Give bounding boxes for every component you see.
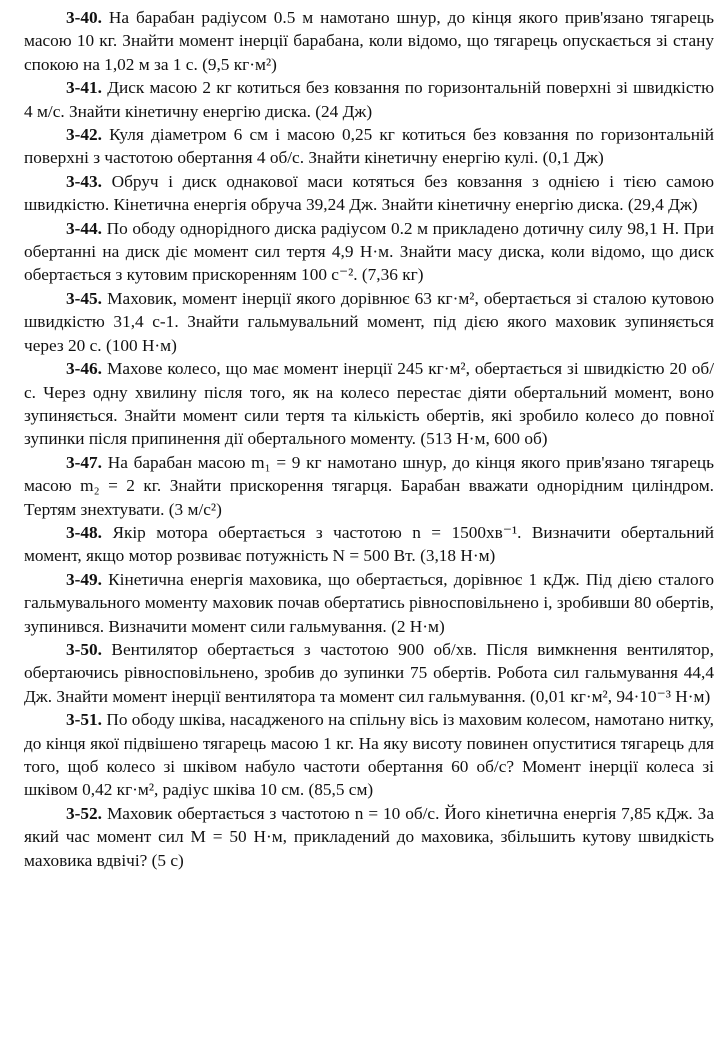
problem-text: Обруч і диск однакової маси котяться без ковзання з однією і тією самою швидкістю. Кінетична енергія обруча 39,24 Дж. Знайти кінетичну енергію диска. (29,4 Дж) [24, 171, 714, 215]
problem-number: 3-51. [66, 710, 102, 730]
problem-text: Маховик обертається з частотою n = 10 об/с. Його кінетична енергія 7,85 кДж. За який час момент сил M = 50 Н·м, прикладений до маховика, збільшить кутову швидкість маховика вдвічі? (5 с) [24, 803, 714, 870]
problem-3-45 [24, 287, 714, 357]
problem-text: Кінетична енергія маховика, що обертається, дорівнює 1 кДж. Під дією сталого гальмувального моменту маховик почав обертатись рівносповільнено і, зробивши 80 обертів, зупинився. Визначити момент сили гальмування. (2 Н·м) [24, 569, 714, 636]
problem-3-48 [24, 521, 714, 568]
problem-text: По ободу шківа, насадженого на спільну вісь із маховим колесом, намотано нитку, до кінця якої підвішено тягарець масою 1 кг. На яку висоту повинен опуститися тягарець для того, щоб колесо зі шківом набуло частоти обертання 60 об/с? Момент інерції колеса зі шківом 0,42 кг·м², радіус шківа 10 см. (85,5 см) [24, 710, 714, 800]
problem-3-52 [24, 802, 714, 872]
problem-text: Диск масою 2 кг котиться без ковзання по горизонтальній поверхні зі швидкістю 4 м/с. Знайти кінетичну енергію диска. (24 Дж) [24, 78, 714, 121]
problem-3-51 [24, 708, 714, 802]
problem-3-40 [24, 6, 714, 76]
problem-text: Вентилятор обертається з частотою 900 об/хв. Після вимкнення вентилятор, обертаючись рівносповільнено, зробив до зупинки 75 обертів. Робота сил гальмування 44,4 Дж. Знайти момент інерції вентилятора та момент сил гальмування. (0,01 кг·м², 94·10⁻³ Н·м) [24, 639, 714, 706]
problem-number: 3-41. [66, 78, 102, 98]
problem-3-43 [24, 170, 714, 217]
problem-text: Махове колесо, що має момент інерції 245 кг·м², обертається зі швидкістю 20 об/с. Через одну хвилину після того, як на колесо перестає діяти обертальний момент, воно зупиняється. Знайти момент сили тертя та кількість обертів, які зробило колесо до повної зупинки після припинення дії обертального моменту. (513 Н·м, 600 об) [24, 359, 714, 449]
problem-3-41 [24, 76, 714, 123]
problem-number: 3-44. [66, 218, 102, 238]
problem-number: 3-52. [66, 803, 102, 823]
problem-text: Маховик, момент інерції якого дорівнює 63 кг·м², обертається зі сталою кутовою швидкістю 31,4 с-1. Знайти гальмувальний момент, під дією якого маховик зупиняється через 20 с. (100 Н·м) [24, 288, 715, 355]
problem-number: 3-42. [66, 125, 102, 145]
problem-number: 3-45. [66, 288, 102, 308]
problem-number: 3-49. [66, 569, 102, 589]
problem-text: Куля діаметром 6 см і масою 0,25 кг котиться без ковзання по горизонтальній поверхні з частотою обертання 4 об/с. Знайти кінетичну енергію кулі. (0,1 Дж) [24, 125, 714, 168]
problem-text: По ободу однорідного диска радіусом 0.2 м прикладено дотичну силу 98,1 Н. При обертанні на диск діє момент сил тертя 4,9 Н·м. Знайти масу диска, коли відомо, що диск обертається з кутовим прискоренням 100 с⁻². (7,36 кг) [24, 218, 715, 285]
problem-3-42 [24, 123, 714, 170]
problem-number: 3-47. [66, 452, 102, 472]
problem-number: 3-43. [66, 171, 102, 191]
problem-3-47 [24, 451, 714, 521]
problem-3-49 [24, 568, 714, 638]
problem-number: 3-48. [66, 522, 102, 542]
problem-3-44 [24, 217, 714, 287]
problem-number: 3-50. [66, 639, 102, 659]
problem-3-46 [24, 357, 714, 451]
problem-number: 3-46. [66, 359, 102, 379]
problem-text: На барабан радіусом 0.5 м намотано шнур, до кінця якого прив'язано тягарець масою 10 кг. Знайти момент інерції барабана, коли відомо, що тягарець опускається зі стану спокою на 1,02 м за 1 с. (9,5 кг·м²) [24, 8, 714, 74]
problem-3-50 [24, 638, 714, 708]
problem-text: На барабан масою m₁ = 9 кг намотано шнур, до кінця якого прив'язано тягарець масою m₂ = 2 кг. Знайти прискорення тягарця. Барабан вважати однорідним циліндром. Тертям знехтувати. (3 м/с²) [24, 452, 714, 519]
problem-text: Якір мотора обертається з частотою n = 1500хв⁻¹. Визначити обертальний момент, якщо мотор розвиває потужність N = 500 Вт. (3,18 Н·м) [24, 522, 714, 566]
problem-number: 3-40. [66, 8, 102, 27]
